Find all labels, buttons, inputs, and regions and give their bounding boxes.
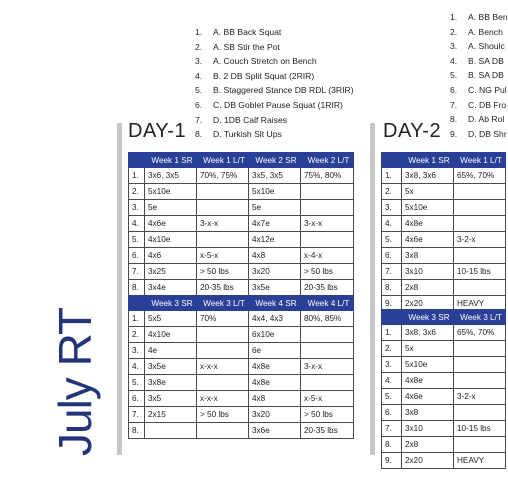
table-header-row (382, 310, 506, 325)
column-header: Week 1 SR (145, 153, 197, 168)
day1-label: DAY-1 (128, 120, 187, 142)
table-cell (301, 200, 354, 216)
table-header-row (382, 153, 506, 168)
table-cell: 3x8e (145, 375, 197, 391)
column-header (382, 310, 402, 325)
exercise-name: A. BB Back Squat (213, 27, 282, 37)
exercise-name: D. 1DB Calf Raises (213, 114, 288, 125)
table-cell: 6x10e (249, 327, 301, 343)
table-cell: 4x4, 4x3 (249, 311, 301, 327)
exercise-item (450, 25, 508, 40)
row-number: 9. (382, 296, 402, 312)
table-row (382, 168, 506, 184)
column-header: Week 3 SR (145, 296, 197, 311)
exercise-number: 3. (450, 41, 458, 52)
table-row (129, 327, 354, 343)
page-title: July RT (49, 307, 101, 456)
row-number: 5. (382, 389, 402, 405)
exercise-item (450, 127, 508, 142)
row-number: 7. (382, 421, 402, 437)
exercise-item (450, 68, 508, 83)
table-cell: 4x6e (402, 232, 454, 248)
table-row (129, 280, 354, 296)
table-cell: 5e (145, 200, 197, 216)
table-cell: 5x10e (145, 184, 197, 200)
table-cell: 3-2-x (454, 389, 506, 405)
table-cell (454, 357, 506, 373)
table-cell (197, 343, 249, 359)
exercise-number: 2. (450, 26, 458, 37)
table-cell (301, 343, 354, 359)
exercise-name: D. Turkish Slt Ups (213, 129, 282, 140)
table-cell: x-x-x (197, 391, 249, 407)
table-cell (454, 280, 506, 296)
row-number: 7. (129, 407, 145, 423)
column-header: Week 1 SR (402, 153, 454, 168)
row-number: 6. (382, 405, 402, 421)
table-cell: x-5-x (197, 248, 249, 264)
row-number: 4. (382, 216, 402, 232)
exercise-item (195, 25, 354, 40)
table-cell: 4x10e (145, 327, 197, 343)
table-cell: 3x20 (249, 407, 301, 423)
column-header (129, 153, 145, 168)
row-number: 4. (129, 216, 145, 232)
table-cell: x-4-x (301, 248, 354, 264)
row-number: 1. (382, 325, 402, 341)
day1-exercise-list (195, 25, 354, 142)
day1-week3-4-table (128, 295, 354, 439)
table-cell: HEAVY (454, 296, 506, 312)
table-cell (301, 375, 354, 391)
table-cell: 4x6e (402, 389, 454, 405)
table-row (382, 453, 506, 469)
exercise-number: 7. (195, 114, 203, 125)
table-cell (301, 327, 354, 343)
table-cell: 6e (249, 343, 301, 359)
exercise-name: C. DB Fro (468, 99, 507, 110)
table-row (382, 421, 506, 437)
table-cell: 3x6e (249, 423, 301, 439)
column-header (382, 153, 402, 168)
day1-week1-2-table (128, 152, 354, 296)
table-row (382, 296, 506, 312)
exercise-item (450, 83, 508, 98)
exercise-item (195, 69, 354, 84)
table-cell: 4x7e (249, 216, 301, 232)
table-cell: 3-x-x (197, 216, 249, 232)
table-cell: 5e (249, 200, 301, 216)
table-cell (197, 423, 249, 439)
exercise-name: C. NG Pul (468, 84, 507, 95)
exercise-item (195, 113, 354, 128)
table-row (129, 375, 354, 391)
table-cell (454, 184, 506, 200)
row-number: 4. (382, 373, 402, 389)
table-row (382, 405, 506, 421)
table-cell: 5x10e (402, 357, 454, 373)
table-cell: > 50 lbs (197, 407, 249, 423)
row-number: 9. (382, 453, 402, 469)
table-cell: 2x8 (402, 280, 454, 296)
table-cell: 5x5 (145, 311, 197, 327)
table-cell: 4x8 (249, 391, 301, 407)
row-number: 1. (382, 168, 402, 184)
table-row (382, 200, 506, 216)
exercise-number: 8. (450, 114, 458, 125)
table-cell: 3x6, 3x5 (145, 168, 197, 184)
row-number: 6. (129, 391, 145, 407)
table-row (129, 200, 354, 216)
table-cell: 4x10e (145, 232, 197, 248)
column-header: Week 4 SR (249, 296, 301, 311)
row-number: 5. (382, 232, 402, 248)
table-cell (197, 375, 249, 391)
day2-week3-table (381, 309, 506, 469)
table-cell: 3-x-x (301, 216, 354, 232)
exercise-number: 7. (450, 99, 458, 110)
table-cell: 70% (197, 311, 249, 327)
row-number: 8. (129, 423, 145, 439)
table-cell: 3x10 (402, 264, 454, 280)
table-row (382, 248, 506, 264)
table-cell: 65%, 70% (454, 168, 506, 184)
table-cell: 5x (402, 184, 454, 200)
row-number: 8. (129, 280, 145, 296)
column-header: Week 2 L/T (301, 153, 354, 168)
day2-week1-table (381, 152, 506, 312)
table-cell: 10-15 lbs (454, 421, 506, 437)
table-cell (454, 437, 506, 453)
table-cell: 4e (145, 343, 197, 359)
table-cell: x-x-x (197, 359, 249, 375)
table-cell: 3x20 (249, 264, 301, 280)
exercise-number: 1. (450, 12, 458, 22)
row-number: 6. (129, 248, 145, 264)
table-cell: 4x8e (249, 359, 301, 375)
exercise-item (195, 83, 354, 98)
exercise-name: D. DB Shr (468, 128, 507, 139)
exercise-number: 8. (195, 129, 203, 140)
table-cell: 65%, 70% (454, 325, 506, 341)
table-cell: 3-2-x (454, 232, 506, 248)
row-number: 1. (129, 311, 145, 327)
exercise-name: A. SB Stir the Pot (213, 41, 280, 52)
table-row (382, 184, 506, 200)
table-cell (454, 341, 506, 357)
exercise-number: 5. (450, 70, 458, 81)
table-row (129, 232, 354, 248)
exercise-number: 1. (195, 27, 203, 37)
table-cell: 2x15 (145, 407, 197, 423)
table-cell (454, 200, 506, 216)
table-row (382, 232, 506, 248)
table-header-row (129, 296, 354, 311)
table-row (129, 248, 354, 264)
row-number: 2. (129, 184, 145, 200)
row-number: 6. (382, 248, 402, 264)
column-header: Week 1 L/T (197, 153, 249, 168)
table-cell: 3x5e (249, 280, 301, 296)
row-number: 3. (382, 357, 402, 373)
row-number: 3. (129, 343, 145, 359)
exercise-number: 5. (195, 85, 203, 96)
table-row (129, 264, 354, 280)
table-row (382, 437, 506, 453)
row-number: 8. (382, 437, 402, 453)
table-header-row (129, 153, 354, 168)
table-row (129, 184, 354, 200)
row-number: 7. (129, 264, 145, 280)
exercise-item (450, 112, 508, 127)
table-cell (197, 327, 249, 343)
exercise-name: B. SA DB (468, 70, 504, 81)
table-cell (197, 200, 249, 216)
table-cell: 3x5e (145, 359, 197, 375)
column-header: Week 2 SR (249, 153, 301, 168)
row-number: 3. (382, 200, 402, 216)
table-cell: 3x8 (402, 248, 454, 264)
exercise-name: D. Ab Rol (468, 114, 505, 125)
day2-divider-bar (370, 123, 375, 455)
column-header: Week 3 L/T (197, 296, 249, 311)
exercise-item (450, 10, 508, 25)
table-cell: 10-15 lbs (454, 264, 506, 280)
table-row (129, 343, 354, 359)
table-cell: 4x6 (145, 248, 197, 264)
table-cell (454, 373, 506, 389)
table-row (129, 311, 354, 327)
table-cell (301, 232, 354, 248)
table-cell: x-5-x (301, 391, 354, 407)
table-cell (454, 405, 506, 421)
column-header: Week 3 L/T (454, 310, 506, 325)
table-row (382, 373, 506, 389)
table-cell: 3x5, 3x5 (249, 168, 301, 184)
table-row (382, 357, 506, 373)
table-row (129, 168, 354, 184)
exercise-item (195, 127, 354, 142)
row-number: 7. (382, 264, 402, 280)
table-cell: 75%, 80% (301, 168, 354, 184)
table-cell: 2x8 (402, 437, 454, 453)
exercise-name: A. Couch Stretch on Bench (213, 56, 317, 67)
exercise-name: A. BB Ben (468, 12, 508, 22)
table-row (129, 423, 354, 439)
table-cell: 3x8 (402, 405, 454, 421)
table-cell: 4x6e (145, 216, 197, 232)
table-cell: > 50 lbs (301, 407, 354, 423)
table-cell: 4x8e (402, 373, 454, 389)
table-cell: 70%, 75% (197, 168, 249, 184)
exercise-item (195, 40, 354, 55)
exercise-name: B. SA DB (468, 55, 504, 66)
column-header: Week 4 L/T (301, 296, 354, 311)
row-number: 3. (129, 200, 145, 216)
exercise-item (195, 98, 354, 113)
table-row (129, 407, 354, 423)
exercise-item (450, 98, 508, 113)
table-cell: 2x20 (402, 296, 454, 312)
exercise-name: C. DB Goblet Pause Squat (1RIR) (213, 99, 343, 110)
table-cell: 3x10 (402, 421, 454, 437)
table-cell (454, 248, 506, 264)
table-cell: 4x12e (249, 232, 301, 248)
table-cell: 4x8 (249, 248, 301, 264)
table-cell (197, 232, 249, 248)
row-number: 5. (129, 232, 145, 248)
table-row (382, 389, 506, 405)
table-row (382, 325, 506, 341)
table-cell: 5x (402, 341, 454, 357)
exercise-number: 9. (450, 128, 458, 139)
row-number: 1. (129, 168, 145, 184)
table-cell: 5x10e (402, 200, 454, 216)
row-number: 2. (129, 327, 145, 343)
table-cell: > 50 lbs (197, 264, 249, 280)
day2-label: DAY-2 (383, 120, 442, 142)
table-cell: 4x8e (249, 375, 301, 391)
exercise-item (450, 39, 508, 54)
table-cell: 3x25 (145, 264, 197, 280)
table-cell (301, 184, 354, 200)
row-number: 4. (129, 359, 145, 375)
row-number: 5. (129, 375, 145, 391)
exercise-number: 2. (195, 41, 203, 52)
row-number: 2. (382, 341, 402, 357)
day1-divider-bar (117, 123, 122, 455)
exercise-number: 3. (195, 56, 203, 67)
table-cell (454, 216, 506, 232)
column-header (129, 296, 145, 311)
table-cell: 20-35 lbs (301, 423, 354, 439)
exercise-number: 6. (450, 84, 458, 95)
table-row (382, 264, 506, 280)
exercise-item (450, 54, 508, 69)
table-row (382, 216, 506, 232)
table-cell: 80%, 85% (301, 311, 354, 327)
table-row (129, 216, 354, 232)
table-cell: 3x4e (145, 280, 197, 296)
exercise-number: 4. (450, 55, 458, 66)
exercise-name: A. Bench (468, 26, 503, 37)
row-number: 8. (382, 280, 402, 296)
exercise-name: B. Staggered Stance DB RDL (3RIR) (213, 85, 354, 96)
column-header: Week 3 SR (402, 310, 454, 325)
table-cell (197, 184, 249, 200)
exercise-item (195, 54, 354, 69)
table-row (129, 391, 354, 407)
table-cell: 2x20 (402, 453, 454, 469)
table-cell: 3x5 (145, 391, 197, 407)
table-cell: > 50 lbs (301, 264, 354, 280)
exercise-number: 6. (195, 99, 203, 110)
column-header: Week 1 L/T (454, 153, 506, 168)
table-cell: HEAVY (454, 453, 506, 469)
table-cell: 20-35 lbs (197, 280, 249, 296)
day2-exercise-list (450, 10, 508, 141)
table-cell: 3x8, 3x6 (402, 168, 454, 184)
table-row (129, 359, 354, 375)
row-number: 2. (382, 184, 402, 200)
table-cell: 4x8e (402, 216, 454, 232)
table-cell: 5x10e (249, 184, 301, 200)
table-row (382, 280, 506, 296)
exercise-name: A. Shoulc (468, 41, 505, 52)
table-cell: 3-x-x (301, 359, 354, 375)
table-cell: 20-35 lbs (301, 280, 354, 296)
table-cell: 3x8, 3x6 (402, 325, 454, 341)
exercise-name: B. 2 DB Split Squat (2RIR) (213, 70, 315, 81)
table-cell (145, 423, 197, 439)
table-row (382, 341, 506, 357)
exercise-number: 4. (195, 70, 203, 81)
